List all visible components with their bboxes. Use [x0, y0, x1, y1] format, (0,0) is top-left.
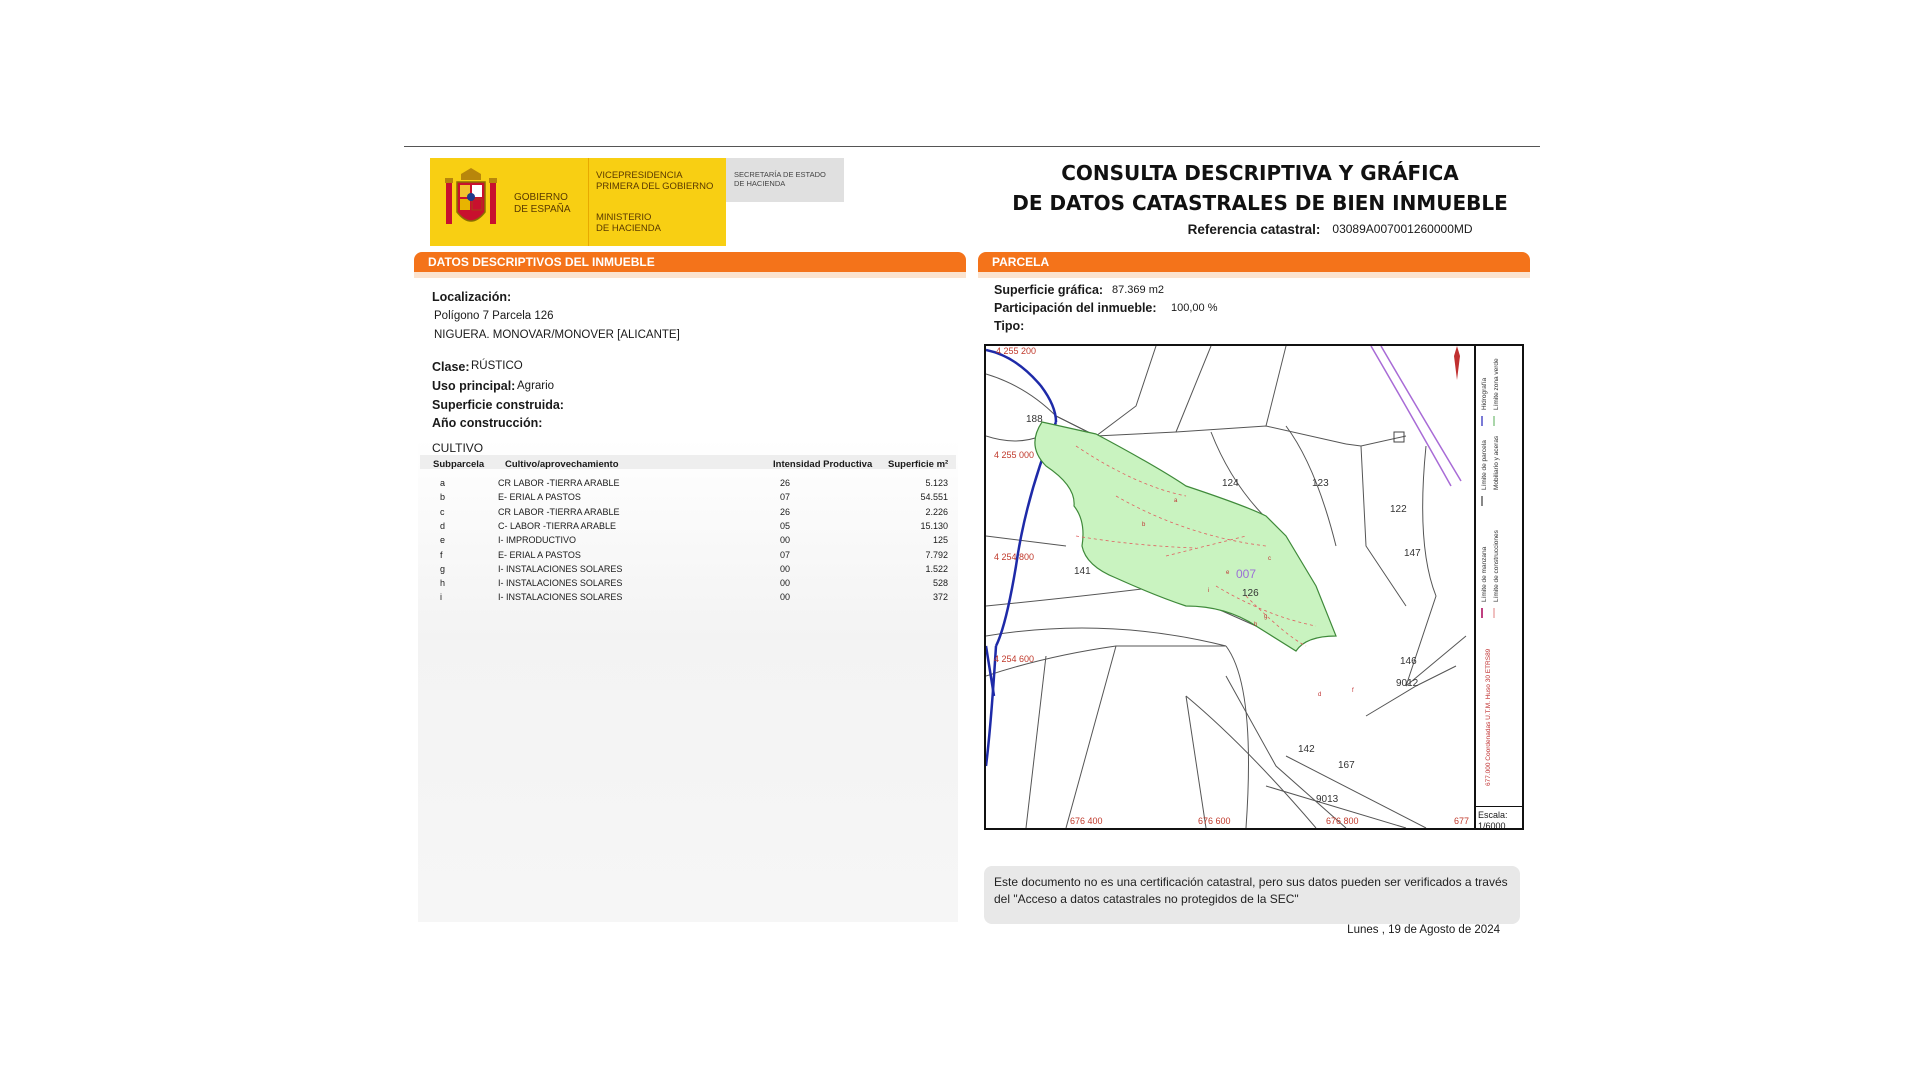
svg-text:i: i [1208, 588, 1210, 594]
cultivo-cell: I- INSTALACIONES SOLARES [498, 563, 623, 574]
ref-value: 03089A007001260000MD [1332, 222, 1473, 236]
cultivo-cell: E- ERIAL A PASTOS [498, 492, 581, 503]
subparcela-cell: g [440, 563, 446, 574]
coord-x-677: 677 [1454, 816, 1470, 826]
parcel-126: 126 [1242, 588, 1259, 599]
parcel-146: 146 [1400, 656, 1417, 667]
parcela-bar: PARCELA [978, 252, 1530, 272]
north-arrow-icon [1454, 346, 1460, 380]
government-logo [430, 158, 844, 246]
superficie-cell: 2.226 [925, 506, 948, 517]
svg-text:f: f [1352, 688, 1354, 694]
legend-hidrografia: Hidrografía [1481, 377, 1488, 410]
parcel-141: 141 [1074, 566, 1091, 577]
superficie-cell: 5.123 [925, 478, 948, 488]
superficie-construida-label: Superficie construida: [432, 398, 564, 412]
map-drawing [986, 346, 1522, 828]
cadastral-map [984, 344, 1524, 830]
intensidad-cell: 00 [780, 563, 791, 574]
svg-text:g: g [1264, 614, 1268, 620]
coord-y-4255000: 4 255 000 [994, 450, 1035, 460]
superficie-cell: 372 [932, 592, 948, 603]
document-title: CONSULTA DESCRIPTIVA Y GRÁFICA DE DATOS CATASTRALES DE BIEN INMUEBLE [1012, 161, 1508, 215]
coord-x-676400: 676 400 [1070, 816, 1103, 826]
intensidad-cell: 00 [780, 535, 791, 546]
intensidad-cell: 07 [780, 549, 791, 560]
secretaria-block [726, 158, 844, 202]
cultivo-cell: CR LABOR -TIERRA ARABLE [498, 506, 620, 517]
subparcela-cell: b [440, 492, 446, 503]
map-legend [1476, 346, 1522, 806]
ref-label: Referencia catastral: [1187, 222, 1321, 237]
top-rule [404, 146, 1540, 147]
escala-divider [1476, 806, 1522, 807]
escala-box [1478, 810, 1508, 832]
participacion-label: Participación del inmueble: [994, 301, 1157, 315]
parcel-124: 124 [1222, 478, 1239, 489]
legend-construcciones: Límite de construcciones [1493, 530, 1500, 602]
parcel-122: 122 [1390, 504, 1407, 515]
legend-mobiliario: Mobiliario y aceras [1493, 435, 1500, 490]
logo-separator [588, 158, 589, 246]
superficie-cell: 528 [932, 578, 948, 589]
intensidad-cell: 26 [780, 478, 791, 488]
sup-grafica-value: 87.369 m2 [1112, 284, 1164, 296]
cultivo-cell: E- ERIAL A PASTOS [498, 549, 581, 560]
clase-label: Clase: [432, 360, 470, 374]
sup-grafica-label: Superficie gráfica: [994, 283, 1104, 297]
localizacion-label: Localización: [432, 290, 512, 304]
localizacion-line1: Polígono 7 Parcela 126 [434, 310, 554, 322]
poligono-007: 007 [1236, 567, 1257, 581]
parcel-123: 123 [1312, 478, 1329, 489]
referencia-catastral [1000, 222, 1520, 237]
direccion-block [726, 202, 844, 246]
vicepresidencia-text: VICEPRESIDENCIA PRIMERA DEL GOBIERNO [596, 170, 714, 192]
escala-label: Escala: [1478, 810, 1508, 820]
disclaimer-note: Este documento no es una certificación catastral, pero sus datos pueden ser verificados a través del "Acceso a datos catastrales no protegidos de la SEC" [984, 866, 1520, 924]
legend-parcela: Límite de parcela [1481, 440, 1488, 490]
header-superficie: Superficie m² [888, 459, 949, 470]
parcel-167: 167 [1338, 760, 1355, 771]
subparcela-cell: f [440, 549, 443, 560]
uso-value: Agrario [517, 380, 555, 392]
cultivo-cell: C- LABOR -TIERRA ARABLE [498, 520, 617, 531]
cultivo-header-row [420, 455, 956, 469]
parcel-147: 147 [1404, 548, 1421, 559]
intensidad-cell: 00 [780, 592, 791, 603]
escala-value: 1/6000 [1478, 821, 1506, 831]
legend-manzana: Límite de manzana [1481, 546, 1488, 602]
localizacion-line2: NIGUERA. MONOVAR/MONOVER [ALICANTE] [434, 329, 680, 341]
intensidad-cell: 07 [780, 492, 791, 503]
tipo-label: Tipo: [994, 319, 1025, 333]
superficie-cell: 15.130 [920, 520, 948, 531]
intensidad-cell: 26 [780, 506, 791, 517]
coat-of-arms-icon [444, 168, 498, 236]
cultivo-title: CULTIVO [432, 441, 484, 455]
intensidad-cell: 00 [780, 578, 791, 589]
subparcela-cell: c [440, 506, 445, 517]
subparcela-cell: h [440, 578, 446, 589]
uso-label: Uso principal: [432, 379, 516, 393]
parcel-126-shape [1035, 422, 1336, 651]
coord-y-4255200: 4 255 200 [996, 346, 1037, 356]
cultivo-cell: CR LABOR -TIERRA ARABLE [498, 478, 620, 488]
participacion-value: 100,00 % [1171, 302, 1218, 314]
bar-underline-right [978, 272, 1530, 278]
header-intensidad: Intensidad Productiva [773, 459, 873, 470]
superficie-cell: 125 [932, 535, 948, 546]
superficie-cell: 1.522 [925, 563, 948, 574]
parcel-9013: 9013 [1316, 794, 1339, 805]
svg-text:c: c [1268, 556, 1271, 562]
subparcela-cell: d [440, 520, 446, 531]
cultivo-cell: I- IMPRODUCTIVO [498, 535, 576, 546]
clase-value: RÚSTICO [471, 360, 523, 372]
subparcela-cell: e [440, 535, 446, 546]
logo-yellow-block [430, 158, 726, 246]
gobierno-text: GOBIERNO DE ESPAÑA [514, 192, 571, 215]
svg-text:e: e [1226, 570, 1230, 576]
datos-descriptivos-bar: DATOS DESCRIPTIVOS DEL INMUEBLE [414, 252, 966, 272]
subparcela-cell: i [440, 592, 442, 603]
cultivo-cell: I- INSTALACIONES SOLARES [498, 592, 623, 603]
coord-y-4254600: 4 254 600 [994, 654, 1035, 664]
coord-x-676800: 676 800 [1326, 816, 1359, 826]
intensidad-cell: 05 [780, 520, 791, 531]
cultivo-cell: I- INSTALACIONES SOLARES [498, 578, 623, 589]
legend-zona-verde: Límite zona verde [1493, 358, 1500, 410]
subparcela-cell: a [440, 478, 446, 488]
ano-construccion-label: Año construcción: [432, 416, 543, 430]
svg-text:a: a [1174, 498, 1178, 504]
parcel-9012: 9012 [1396, 678, 1419, 689]
header-subparcela: Subparcela [433, 459, 485, 470]
parcel-188: 188 [1026, 414, 1043, 425]
superficie-cell: 7.792 [925, 549, 948, 560]
legend-coordenadas: 677.000 Coordenadas U.T.M. Huso 30 ETRS89 [1485, 648, 1492, 786]
svg-text:h: h [1254, 622, 1258, 628]
ministerio-text: MINISTERIO DE HACIENDA [596, 212, 661, 234]
document-date: Lunes , 19 de Agosto de 2024 [1347, 924, 1500, 936]
svg-text:b: b [1142, 522, 1146, 528]
secretaria-text: SECRETARÍA DE ESTADO DE HACIENDA [734, 170, 826, 188]
header-cultivo: Cultivo/aprovechamiento [505, 459, 619, 470]
superficie-cell: 54.551 [920, 492, 948, 503]
parcel-142: 142 [1298, 744, 1315, 755]
coord-y-4254800: 4 254 800 [994, 552, 1035, 562]
coord-x-676600: 676 600 [1198, 816, 1231, 826]
svg-text:d: d [1318, 692, 1322, 698]
